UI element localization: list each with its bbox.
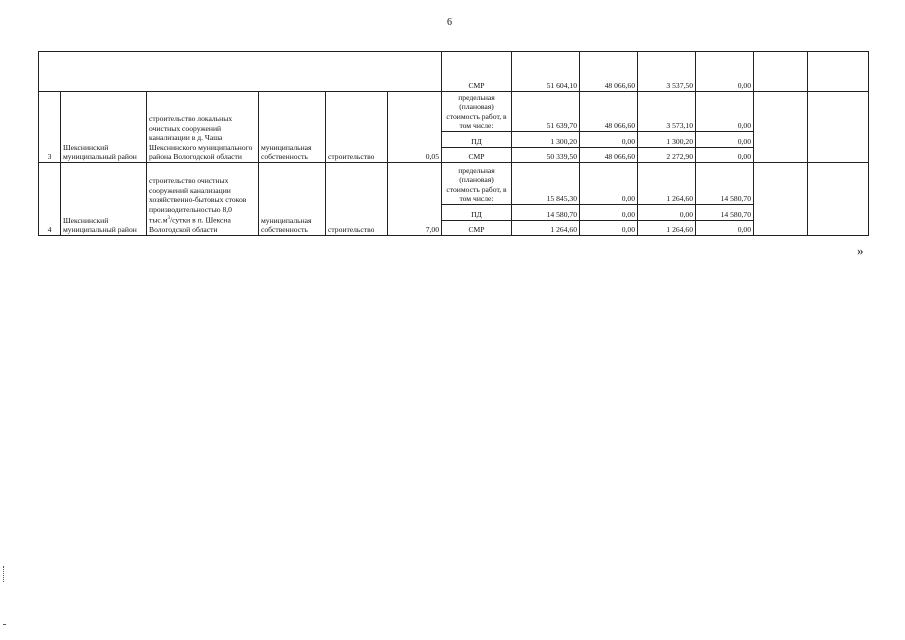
table-row xyxy=(39,163,869,205)
cell-type: СМР xyxy=(442,52,512,92)
cell-type: предельная (плановая) стоимость работ, в том числе: xyxy=(442,163,512,205)
scan-edge-mark xyxy=(3,566,8,582)
row-number: 4 xyxy=(39,163,61,236)
cell-value: 1 264,60 xyxy=(638,163,696,205)
object-cell: строительство локальных очистных сооружений канализации в д. Чаша Шекснинского муниципального района Вологодской области xyxy=(147,92,259,163)
cell-type: СМР xyxy=(442,221,512,236)
cell-value: 0,00 xyxy=(580,221,638,236)
ownership-cell: муниципальная собственность xyxy=(259,92,326,163)
scan-edge-mark xyxy=(3,624,6,625)
cell-value: 1 264,60 xyxy=(638,221,696,236)
cell-value: 48 066,60 xyxy=(580,92,638,132)
district-cell: Шекснинский муниципальный район xyxy=(61,163,147,236)
cell-value: 3 537,50 xyxy=(638,52,696,92)
cell-value: 0,00 xyxy=(580,205,638,221)
cell-value: 51 604,10 xyxy=(512,52,580,92)
cell-value: 14 580,70 xyxy=(512,205,580,221)
capacity-cell: 0,05 xyxy=(388,92,442,163)
cell-value: 48 066,60 xyxy=(580,52,638,92)
cell-type: СМР xyxy=(442,148,512,163)
page-number: 6 xyxy=(447,17,452,28)
object-cell: строительство очистных сооружений канализации хозяйственно-бытовых стоков производительностью 8,0 $тыс.м^3$/сутки в п. Шексна Вологодской области xyxy=(147,163,259,236)
cell-type: предельная (плановая) стоимость работ, в том числе: xyxy=(442,92,512,132)
investment-table xyxy=(38,51,869,236)
cell-value: 15 845,30 xyxy=(512,163,580,205)
capacity-cell: 7,00 xyxy=(388,163,442,236)
ownership-cell: муниципальная собственность xyxy=(259,163,326,236)
cell-value: 0,00 xyxy=(638,205,696,221)
table-row xyxy=(39,92,869,132)
work-type-cell: строительство xyxy=(326,163,388,236)
cell-value: 0,00 xyxy=(580,132,638,148)
cell-value: 50 339,50 xyxy=(512,148,580,163)
cell-value: 14 580,70 xyxy=(696,205,754,221)
cell-value: 14 580,70 xyxy=(696,163,754,205)
cell-value: 3 573,10 xyxy=(638,92,696,132)
cell-value: 1 300,20 xyxy=(512,132,580,148)
continuation-blank-cell xyxy=(39,52,442,92)
cell-type: ПД xyxy=(442,132,512,148)
cell-value: 0,00 xyxy=(696,92,754,132)
cell-value: 0,00 xyxy=(696,132,754,148)
row-number: 3 xyxy=(39,92,61,163)
cell-value: 2 272,90 xyxy=(638,148,696,163)
cell-value: 1 300,20 xyxy=(638,132,696,148)
district-cell: Шекснинский муниципальный район xyxy=(61,92,147,163)
cell-value: 0,00 xyxy=(696,52,754,92)
cell-value: 51 639,70 xyxy=(512,92,580,132)
cell-value: 48 066,60 xyxy=(580,148,638,163)
cell-type: ПД xyxy=(442,205,512,221)
cell-value: 1 264,60 xyxy=(512,221,580,236)
table-row xyxy=(39,52,869,92)
closing-quote-mark: » xyxy=(857,243,864,258)
work-type-cell: строительство xyxy=(326,92,388,163)
cell-value: 0,00 xyxy=(696,221,754,236)
cell-value: 0,00 xyxy=(696,148,754,163)
cell-value: 0,00 xyxy=(580,163,638,205)
